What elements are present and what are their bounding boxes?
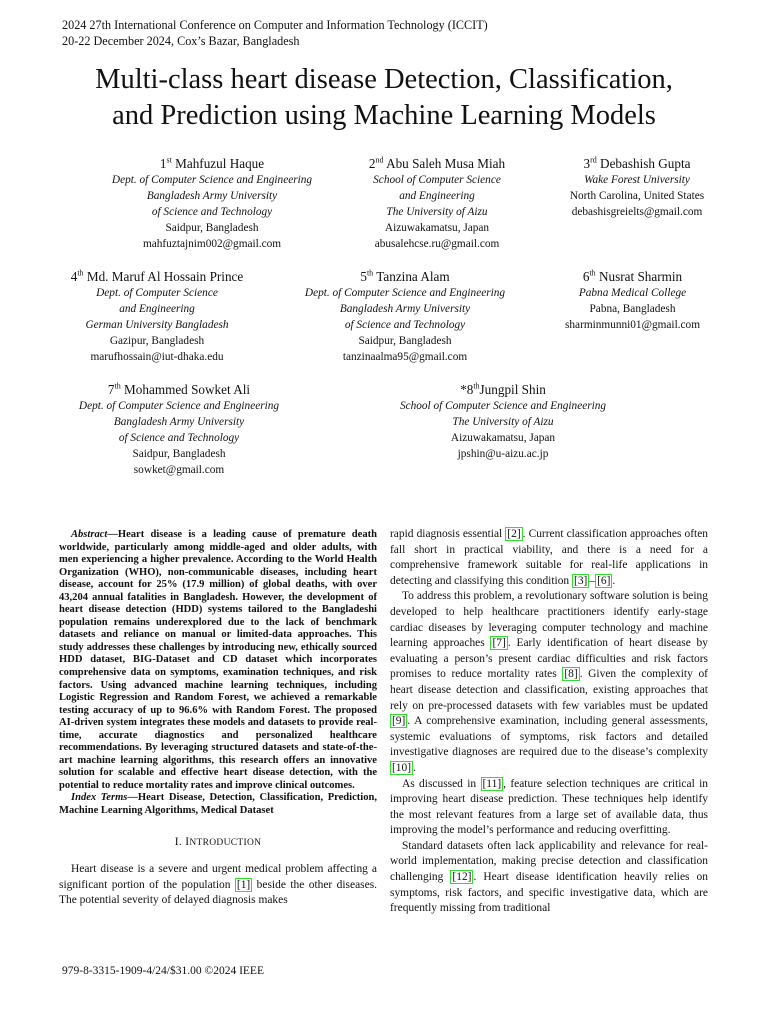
paragraph: As discussed in [11] , feature selection techniques are critical in improving heart disease prediction. These techniques help identify the most relevant features from a large set of available data, thus improving the model’s performance and reducing overfitting.	[390, 777, 708, 837]
conference-header	[62, 17, 488, 49]
citation-link[interactable]: [12]	[452, 871, 472, 884]
citation-link[interactable]: [6]	[597, 574, 611, 587]
title-line-1: Multi-class heart disease Detection, Classification,	[95, 64, 673, 95]
intro-paragraph: Heart disease is a severe and urgent medical problem affecting a significant portion of the population [1] beside the other diseases. The potential severity of delayed diagnosis makes	[59, 863, 378, 907]
citation-link[interactable]: [1]	[236, 878, 251, 891]
section-heading-introduction: I. INTRODUCTION	[174, 835, 262, 848]
author-name: Jungpil Shin	[479, 382, 546, 397]
author-name: Tanzina Alam	[376, 269, 450, 284]
citation-link[interactable]: [7]	[492, 637, 506, 650]
author-1: 1st Mahfuzul Haque Dept. of Computer Science and Engineering Bangladesh Army University of Science and Technology Saidpur, Bangladesh mahfuztajnim002@gmail.com	[92, 155, 332, 252]
paragraph: Standard datasets often lack applicability and relevance for real-world implementation, making precise detection and classification challenging [12] . Heart disease identification heavily relies on symptoms, risk factors, and specific investigative data, which are frequently missing from traditional	[390, 839, 708, 915]
title-line-2: and Prediction using Machine Learning Models	[112, 100, 656, 131]
paper-title	[30, 62, 738, 134]
author-name: Debashish Gupta	[600, 156, 691, 171]
author-email[interactable]: marufhossain@iut-dhaka.edu	[90, 351, 224, 363]
author-4: 4th Md. Maruf Al Hossain Prince Dept. of Computer Science and Engineering German University Bangladesh Gazipur, Bangladesh marufhossain@iut-dhaka.edu	[52, 268, 262, 365]
left-column	[59, 529, 377, 909]
author-5: 5th Tanzina Alam Dept. of Computer Science and Engineering Bangladesh Army University of Science and Technology Saidpur, Bangladesh tanzinaalma95@gmail.com	[285, 268, 525, 365]
paragraph: To address this problem, a revolutionary software solution is being developed to help healthcare practitioners identify early-stage cardiac diseases by leveraging computer technology and machine learning approaches [7] . Early identification of heart disease by evaluating a person’s present cardiac difficulties and risk factors promises to reduce mortality rates [8] . Given the complexity of heart disease detection and classification, existing approaches that rely on pre-processed datasets with few variables must be updated [9] . A comprehensive examination, including general assessments, systemic evaluations of symptoms, risk factors and detailed investigative diagnoses are required due to the disease’s complexity [10] .	[390, 590, 708, 774]
citation-link[interactable]: [9]	[392, 715, 406, 728]
right-column	[390, 527, 708, 917]
index-terms: Index Terms—Heart Disease, Detection, Classification, Prediction, Machine Learning Algorithms, Medical Dataset	[59, 792, 377, 817]
author-email[interactable]: debashisgreielts@gmail.com	[571, 206, 703, 218]
author-email[interactable]: mahfuztajnim002@gmail.com	[142, 238, 282, 250]
paragraph: rapid diagnosis essential [2] . Current classification approaches often fall short in practical viability, and there is a need for a comprehensive framework suitable for real-life applications in detecting and classifying this condition [3] – [6] .	[390, 528, 708, 587]
author-6: 6th Nusrat Sharmin Pabna Medical College Pabna, Bangladesh sharminmunni01@gmail.com	[545, 268, 720, 333]
citation-link[interactable]: [10]	[392, 761, 412, 774]
author-name: Mahfuzul Haque	[175, 156, 265, 171]
citation-link[interactable]: [11]	[482, 777, 502, 790]
author-name: Abu Saleh Musa Miah	[386, 156, 506, 171]
author-8: *8thJungpil Shin School of Computer Science and Engineering The University of Aizu Aizuwakamatsu, Japan jpshin@u-aizu.ac.jp	[368, 381, 638, 462]
author-name: Md. Maruf Al Hossain Prince	[86, 269, 244, 284]
author-name: Nusrat Sharmin	[598, 269, 683, 284]
abstract: Abstract—Heart disease is a leading cause of premature death worldwide, particularly among middle-aged and older adults, with men experiencing a higher prevalence. According to the World Health Organization (WHO), non-communicable diseases, including heart disease, account for 25% (17.9 million) of global deaths, with over 43,204 annual fatalities in Bangladesh. However, the development of heart disease detection (HDD) systems tailored to the Bangladeshi population remains underexplored due to the lack of benchmark datasets and reliance on manual or limited-data approaches. This study addresses these challenges by introducing new, ethically sourced HDD dataset, BIG-Dataset and CD dataset which incorporates comprehensive data on symptoms, examination techniques, and risk factors. Using advanced machine learning techniques, including Logistic Regression and Random Forest, we achieved a remarkable testing accuracy of up to 96.6% with Random Forest. The proposed AI-driven system integrates these models and datasets to provide real-time, accurate diagnostics and personalized healthcare recommendations. By leveraging structured datasets and state-of-the-art machine learning algorithms, this research offers an innovative solution for scalable and effective heart disease detection, with the potential to reduce mortality rates and improve clinical outcomes.	[59, 529, 377, 791]
conference-date-location: 20-22 December 2024, Cox’s Bazar, Bangladesh	[62, 34, 300, 48]
citation-link[interactable]: [3]	[574, 574, 588, 587]
author-3: 3rd Debashish Gupta Wake Forest University North Carolina, United States debashisgreielts@gmail.com	[537, 155, 737, 220]
author-email[interactable]: sowket@gmail.com	[133, 464, 225, 476]
author-7: 7th Mohammed Sowket Ali Dept. of Computer Science and Engineering Bangladesh Army University of Science and Technology Saidpur, Bangladesh sowket@gmail.com	[60, 381, 298, 478]
author-email[interactable]: abusalehcse.ru@gmail.com	[374, 238, 500, 250]
author-email[interactable]: sharminmunni01@gmail.com	[565, 319, 700, 331]
copyright-footer: 979-8-3315-1909-4/24/$31.00 ©2024 IEEE	[62, 965, 264, 977]
citation-link[interactable]: [2]	[507, 528, 521, 540]
citation-link[interactable]: [8]	[564, 668, 578, 681]
author-name: Mohammed Sowket Ali	[124, 382, 251, 397]
author-email[interactable]: tanzinaalma95@gmail.com	[342, 351, 468, 363]
author-2: 2nd Abu Saleh Musa Miah School of Computer Science and Engineering The University of Aizu Aizuwakamatsu, Japan abusalehcse.ru@gmail.com	[342, 155, 532, 252]
conference-name: 2024 27th International Conference on Computer and Information Technology (ICCIT)	[62, 18, 488, 32]
author-email[interactable]: jpshin@u-aizu.ac.jp	[457, 448, 549, 460]
